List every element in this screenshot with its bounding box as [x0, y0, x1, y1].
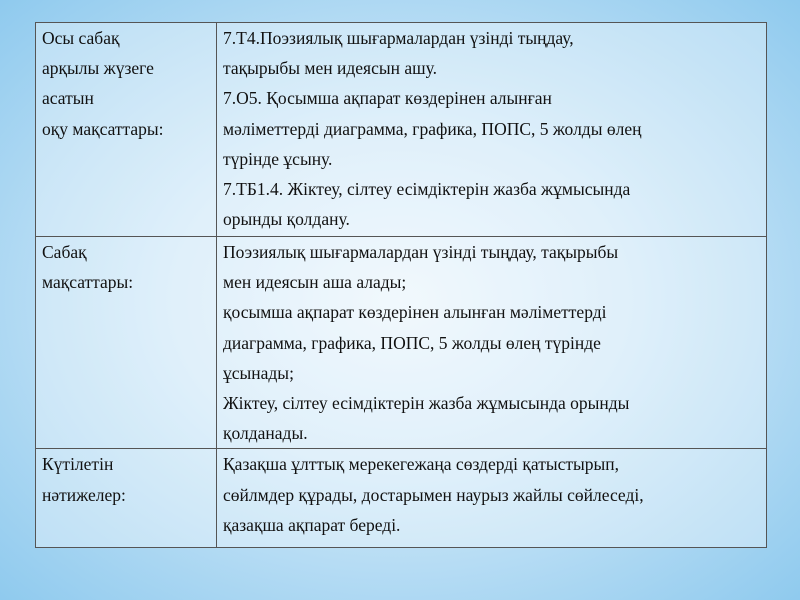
table-row-learning-objectives [36, 23, 767, 237]
content-line: 7.ТБ1.4. Жіктеу, сілтеу есімдіктерін жазба жұмысында [223, 179, 631, 200]
content-line: тақырыбы мен идеясын ашу. [223, 58, 437, 79]
row-label-cell [36, 237, 217, 449]
content-line: мен идеясын аша алады; [223, 272, 407, 293]
row-content-cell [217, 449, 767, 548]
content-line: қолданады. [223, 423, 308, 444]
lesson-plan-table [35, 22, 767, 548]
label-line: Күтілетін [42, 454, 114, 475]
content-line: 7.О5. Қосымша ақпарат көздерінен алынған [223, 88, 552, 109]
row-label-cell [36, 449, 217, 548]
content-line: қосымша ақпарат көздерінен алынған мәліметтерді [223, 302, 607, 323]
row-label-cell [36, 23, 217, 237]
label-line: оқу мақсаттары: [42, 118, 164, 139]
label-line: Сабақ [42, 242, 87, 262]
label-line: мақсаттары: [42, 272, 134, 293]
content-line: Жіктеу, сілтеу есімдіктерін жазба жұмысында орынды [223, 393, 630, 414]
label-line: арқылы жүзеге [42, 58, 154, 79]
label-line: нәтижелер: [42, 484, 126, 505]
content-line: 7.Т4.Поэзиялық шығармалардан үзінді тыңдау, [223, 28, 574, 48]
content-line: ұсынады; [223, 362, 294, 383]
content-line: қазақша ақпарат береді. [223, 514, 401, 535]
table-row-expected-results [36, 449, 767, 548]
row-content-cell [217, 23, 767, 237]
content-line: Поэзиялық шығармалардан үзінді тыңдау, тақырыбы [223, 242, 619, 262]
content-line: мәліметтерді диаграмма, графика, ПОПС, 5 жолды өлең [223, 118, 642, 139]
label-line: асатын [42, 88, 94, 109]
content-line: сөйлмдер құрады, достарымен наурыз жайлы сөйлеседі, [223, 484, 644, 505]
label-line: Осы сабақ [42, 28, 120, 48]
table-row-lesson-objectives [36, 237, 767, 449]
content-line: түрінде ұсыну. [223, 148, 333, 169]
content-line: диаграмма, графика, ПОПС, 5 жолды өлең түрінде [223, 332, 601, 353]
content-line: Қазақша ұлттық мерекегежаңа сөздерді қатыстырып, [223, 454, 620, 475]
content-line: орынды қолдану. [223, 209, 350, 230]
row-content-cell [217, 237, 767, 449]
